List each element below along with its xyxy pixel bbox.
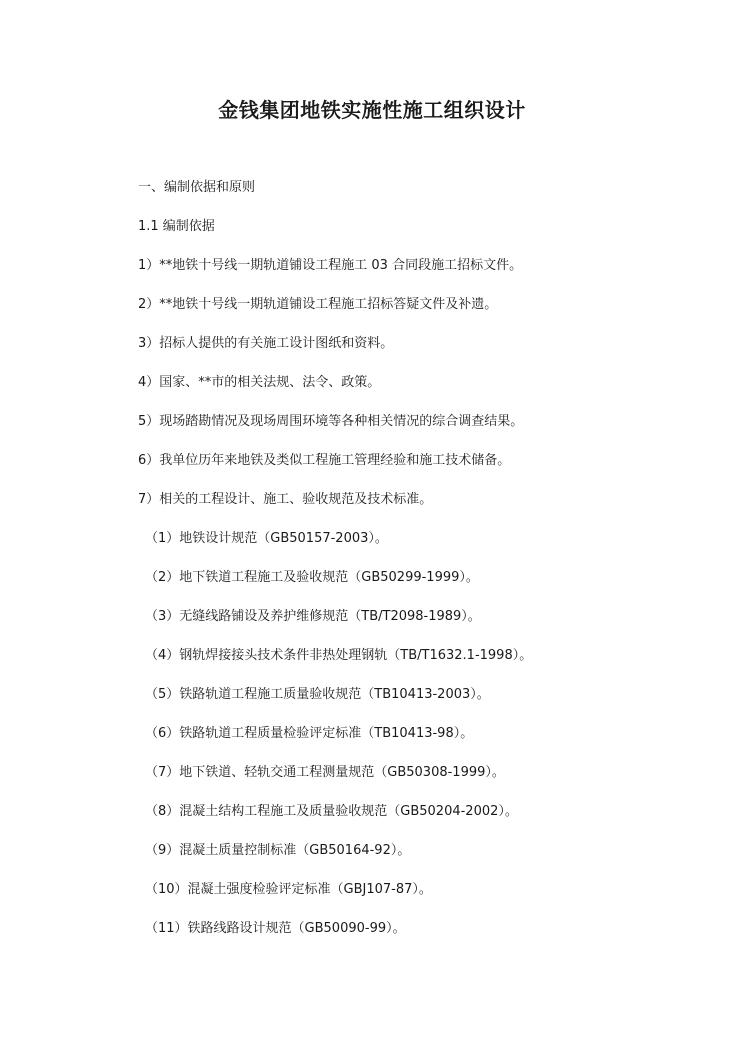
basis-item: 1）**地铁十号线一期轨道铺设工程施工 03 合同段施工招标文件。 (138, 258, 523, 273)
section-heading: 一、编制依据和原则 (138, 180, 256, 195)
basis-item: 3）招标人提供的有关施工设计图纸和资料。 (138, 336, 394, 351)
standard-item: （7）地下铁道、轻轨交通工程测量规范（GB50308-1999）。 (145, 765, 505, 780)
standard-item: （6）铁路轨道工程质量检验评定标准（TB10413-98）。 (145, 726, 474, 741)
subsection-heading: 1.1 编制依据 (138, 219, 215, 234)
standard-item: （5）铁路轨道工程施工质量验收规范（TB10413-2003）。 (145, 687, 490, 702)
basis-item: 5）现场踏勘情况及现场周围环境等各种相关情况的综合调查结果。 (138, 414, 524, 429)
standard-item: （1）地铁设计规范（GB50157-2003）。 (145, 531, 388, 546)
document-title: 金钱集团地铁实施性施工组织设计 (218, 98, 526, 122)
basis-item: 7）相关的工程设计、施工、验收规范及技术标准。 (138, 492, 433, 507)
standard-item: （8）混凝土结构工程施工及质量验收规范（GB50204-2002）。 (145, 804, 518, 819)
standard-item: （3）无缝线路铺设及养护维修规范（TB/T2098-1989）。 (145, 609, 481, 624)
standard-item: （10）混凝土强度检验评定标准（GBJ107-87）。 (145, 882, 432, 897)
standard-item: （11）铁路线路设计规范（GB50090-99）。 (145, 921, 406, 936)
standard-item: （2）地下铁道工程施工及验收规范（GB50299-1999）。 (145, 570, 479, 585)
basis-item: 2）**地铁十号线一期轨道铺设工程施工招标答疑文件及补遗。 (138, 297, 498, 312)
standard-item: （4）钢轨焊接接头技术条件非热处理钢轨（TB/T1632.1-1998）。 (145, 648, 533, 663)
basis-item: 4）国家、**市的相关法规、法令、政策。 (138, 375, 381, 390)
basis-item: 6）我单位历年来地铁及类似工程施工管理经验和施工技术储备。 (138, 453, 511, 468)
standard-item: （9）混凝土质量控制标准（GB50164-92）。 (145, 843, 411, 858)
